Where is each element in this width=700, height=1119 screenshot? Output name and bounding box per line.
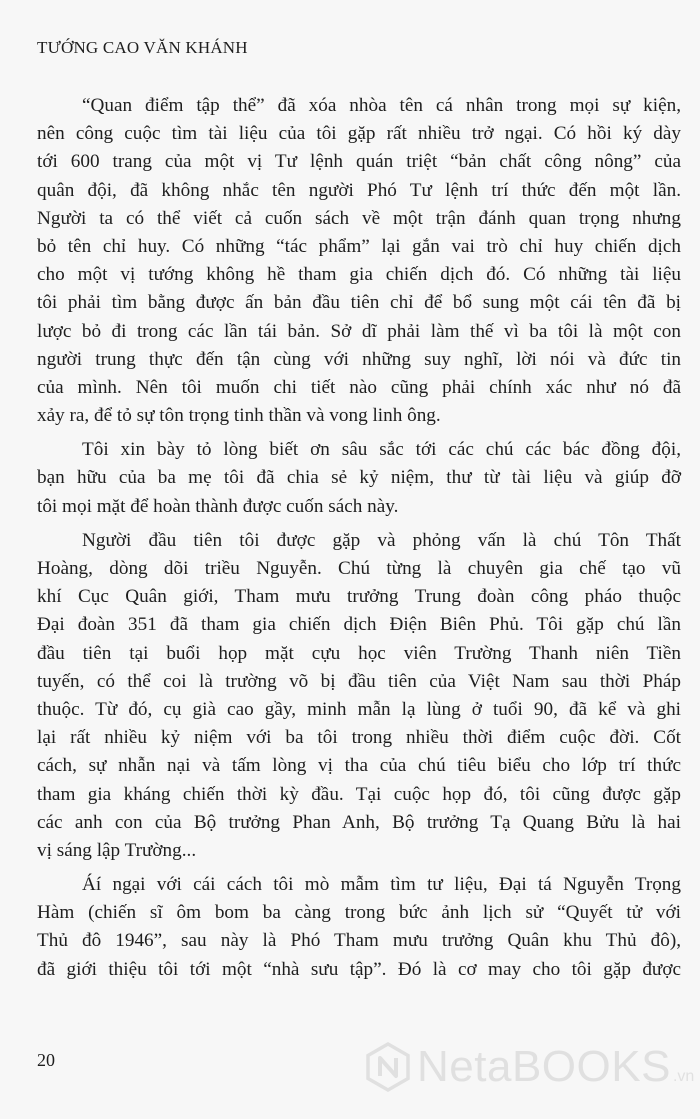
watermark <box>365 1042 694 1092</box>
netabooks-logo-icon <box>365 1042 411 1092</box>
text-line: Tôi xin bày tỏ lòng biết ơn sâu sắc tới các chú các bác đồng đội, <box>82 439 681 461</box>
text-line: Người ta có thể viết cả cuốn sách về một trận đánh quan trọng nhưng <box>37 207 681 229</box>
text-line: lược bỏ đi trong các lần tái bản. Sở dĩ phải làm thế vì ba tôi là một con <box>37 320 681 342</box>
text-line: đã giới thiệu tôi tới một “nhà sưu tập”. Đó là cơ may cho tôi gặp được <box>37 958 681 980</box>
text-line: Hoàng, dòng dõi triều Nguyễn. Chú từng là chuyên gia chế tạo vũ <box>37 558 681 579</box>
text-line: nên công cuộc tìm tài liệu của tôi gặp rất nhiều trở ngại. Có hồi ký dày <box>37 123 681 145</box>
page-number: 20 <box>37 1050 55 1070</box>
paragraph <box>37 527 681 865</box>
text-line: Hàm (chiến sĩ ôm bom ba càng trong bức ảnh lịch sử “Quyết tử với <box>37 902 681 924</box>
text-line: Người đầu tiên tôi được gặp và phỏng vấn là chú Tôn Thất <box>82 529 681 551</box>
text-line: của mình. Nên tôi muốn chi tiết nào cũng phải chính xác như nó đã <box>37 376 681 398</box>
text-line: tham gia kháng chiến thời kỳ đầu. Tại cuộc họp đó, tôi cũng được gặp <box>37 783 681 805</box>
running-head: TƯỚNG CAO VĂN KHÁNH <box>37 38 248 57</box>
text-line: Áí ngại với cái cách tôi mò mẫm tìm tư liệu, Đại tá Nguyễn Trọng <box>82 874 681 896</box>
text-line: cho một vị tướng không hề tham gia chiến dịch đó. Có những tài liệu <box>37 264 681 286</box>
text-line: bỏ tên chỉ huy. Có những “tác phẩm” lại gắn vai trò chỉ huy chiến dịch <box>37 235 681 257</box>
text-line: thuộc. Từ đó, cụ già cao gầy, minh mẫn lạ lùng ở tuổi 90, đã kể và ghi <box>37 698 681 720</box>
watermark-suffix: .vn <box>672 1068 695 1085</box>
text-line: tới 600 trang của một vị Tư lệnh quán triệt “bản chất công nông” của <box>37 151 681 173</box>
text-line: “Quan điểm tập thể” đã xóa nhòa tên cá nhân trong mọi sự kiện, <box>82 95 681 116</box>
text-line: lại rất nhiều kỷ niệm với ba tôi trong nhiều thời điểm cuộc đời. Cốt <box>37 727 681 749</box>
text-line: các anh con của Bộ trưởng Phan Anh, Bộ trưởng Tạ Quang Bửu là hai <box>37 811 681 833</box>
text-line: bạn hữu của ba mẹ tôi đã chia sẻ kỷ niệm, thư từ tài liệu và giúp đỡ <box>37 467 681 489</box>
text-line: tôi phải tìm bằng được ấn bản đầu tiên chỉ để bổ sung một cái tên đã bị <box>37 292 681 314</box>
text-line: người trung thực đến tận cùng với những suy nghĩ, lời nói và đức tin <box>37 348 681 370</box>
text-line: khí Cục Quân giới, Tham mưu trưởng Trung đoàn công pháo thuộc <box>37 586 681 608</box>
paragraph <box>37 92 681 430</box>
text-line: vị sáng lập Trường... <box>37 839 197 861</box>
text-line: xảy ra, để tỏ sự tôn trọng tinh thần và vong linh ông. <box>37 405 441 427</box>
text-line: quân đội, đã không nhắc tên người Phó Tư lệnh trí thức đến một lần. <box>37 179 681 201</box>
body-text <box>37 92 681 990</box>
text-line: tuyến, có thể coi là trường võ bị đầu tiên của Việt Nam sau thời Pháp <box>37 670 681 692</box>
text-line: Thủ đô 1946”, sau này là Phó Tham mưu trưởng Quân khu Thủ đô), <box>37 930 681 952</box>
watermark-text: NetaBOOKS <box>417 1042 671 1091</box>
text-line: đầu tiên tại buổi họp mặt cựu học viên Trường Thanh niên Tiền <box>37 642 681 664</box>
text-line: cách, sự nhẫn nại và tấm lòng vị tha của chú tiêu biểu cho lớp trí thức <box>37 755 681 777</box>
text-line: tôi mọi mặt để hoàn thành được cuốn sách này. <box>37 495 399 517</box>
text-line: Đại đoàn 351 đã tham gia chiến dịch Điện Biên Phủ. Tôi gặp chú lần <box>37 614 681 636</box>
paragraph <box>37 436 681 521</box>
paragraph <box>37 871 681 984</box>
